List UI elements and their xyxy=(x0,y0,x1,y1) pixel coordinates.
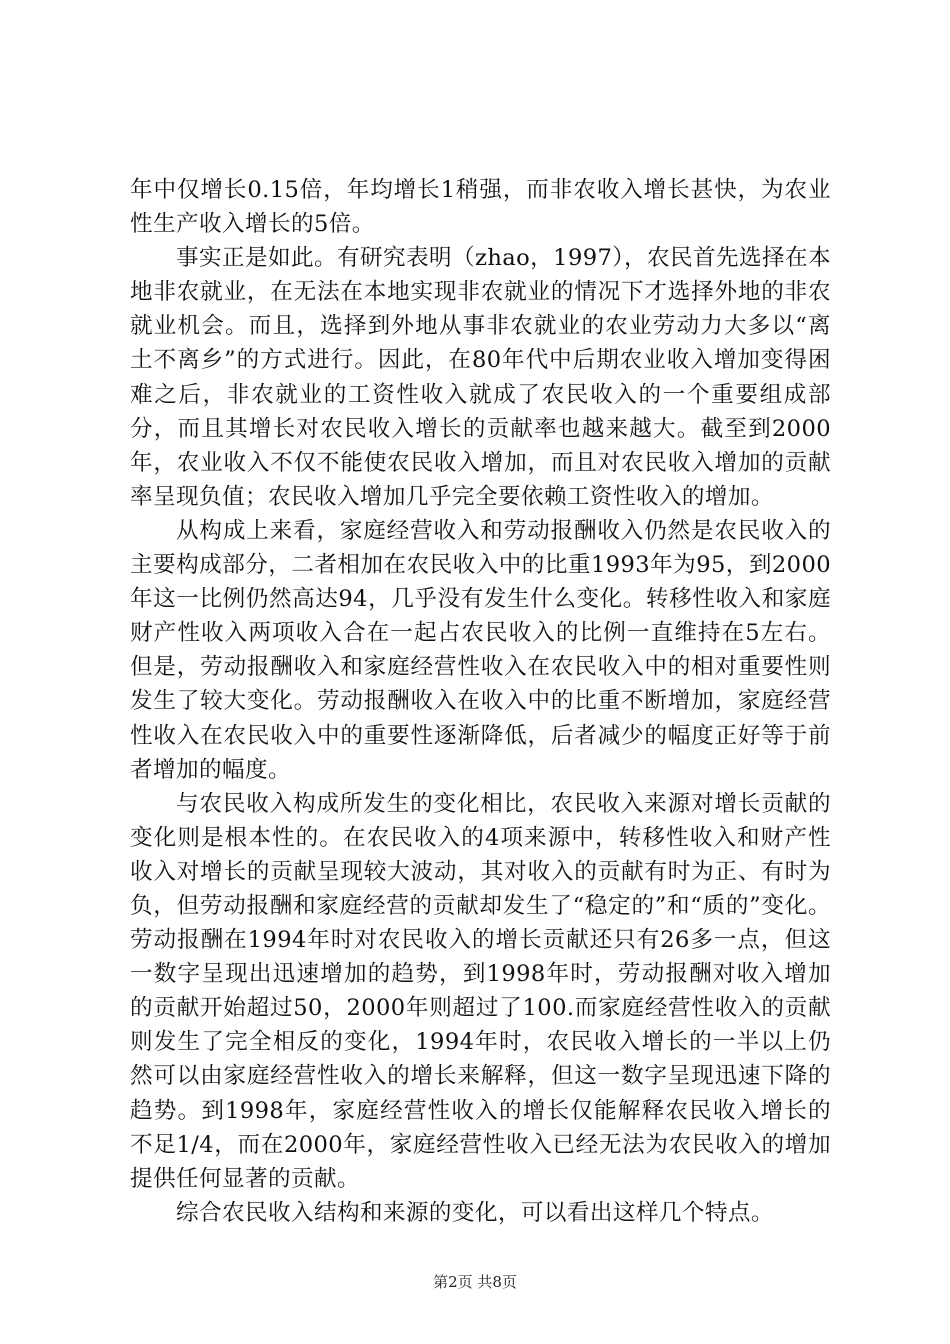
paragraph-1: 年中仅增长0.15倍，年均增长1稍强，而非农收入增长甚快，为农业性生产收入增长的5倍。 xyxy=(130,177,831,238)
paragraph-2: 事实正是如此。有研究表明（zhao，1997），农民首先选择在本地非农就业，在无法在本地实现非农就业的情况下才选择外地的非农就业机会。而且，选择到外地从事非农就业的农业劳动力大多以“离土不离乡”的方式进行。因此，在80年代中后期农业收入增加变得困难之后，非农就业的工资性收入就成了农民收入的一个重要组成部分，而且其增长对农民收入增长的贡献率也越来越大。截至到2000年，农业收入不仅不能使农民收入增加，而且对农民收入增加的贡献率呈现负值；农民收入增加几乎完全要依赖工资性收入的增加。 xyxy=(130,245,831,510)
paragraph-5: 综合农民收入结构和来源的变化，可以看出这样几个特点。 xyxy=(176,1199,774,1226)
document-body xyxy=(130,173,831,1230)
paragraph-3: 从构成上来看，家庭经营收入和劳动报酬收入仍然是农民收入的主要构成部分，二者相加在农民收入中的比重1993年为95，到2000年这一比例仍然高达94，几乎没有发生什么变化。转移性收入和家庭财产性收入两项收入合在一起占农民收入的比例一直维持在5左右。但是，劳动报酬收入和家庭经营性收入在农民收入中的相对重要性则发生了较大变化。劳动报酬收入在收入中的比重不断增加，家庭经营性收入在农民收入中的重要性逐渐降低，后者减少的幅度正好等于前者增加的幅度。 xyxy=(130,517,831,783)
page-footer: 第2页 共8页 xyxy=(433,1273,517,1291)
paragraph-4: 与农民收入构成所发生的变化相比，农民收入来源对增长贡献的变化则是根本性的。在农民收入的4项来源中，转移性收入和财产性收入对增长的贡献呈现较大波动，其对收入的贡献有时为正、有时为负，但劳动报酬和家庭经营的贡献却发生了“稳定的”和“质的”变化。劳动报酬在1994年时对农民收入的增长贡献还只有26多一点，但这一数字呈现出迅速增加的趋势，到1998年时，劳动报酬对收入增加的贡献开始超过50，2000年则超过了100.而家庭经营性收入的贡献则发生了完全相反的变化，1994年时，农民收入增长的一半以上仍然可以由家庭经营性收入的增长来解释，但这一数字呈现迅速下降的趋势。到1998年，家庭经营性收入的增长仅能解释农民收入增长的不足1/4，而在2000年，家庭经营性收入已经无法为农民收入的增加提供任何显著的贡献。 xyxy=(130,790,831,1192)
